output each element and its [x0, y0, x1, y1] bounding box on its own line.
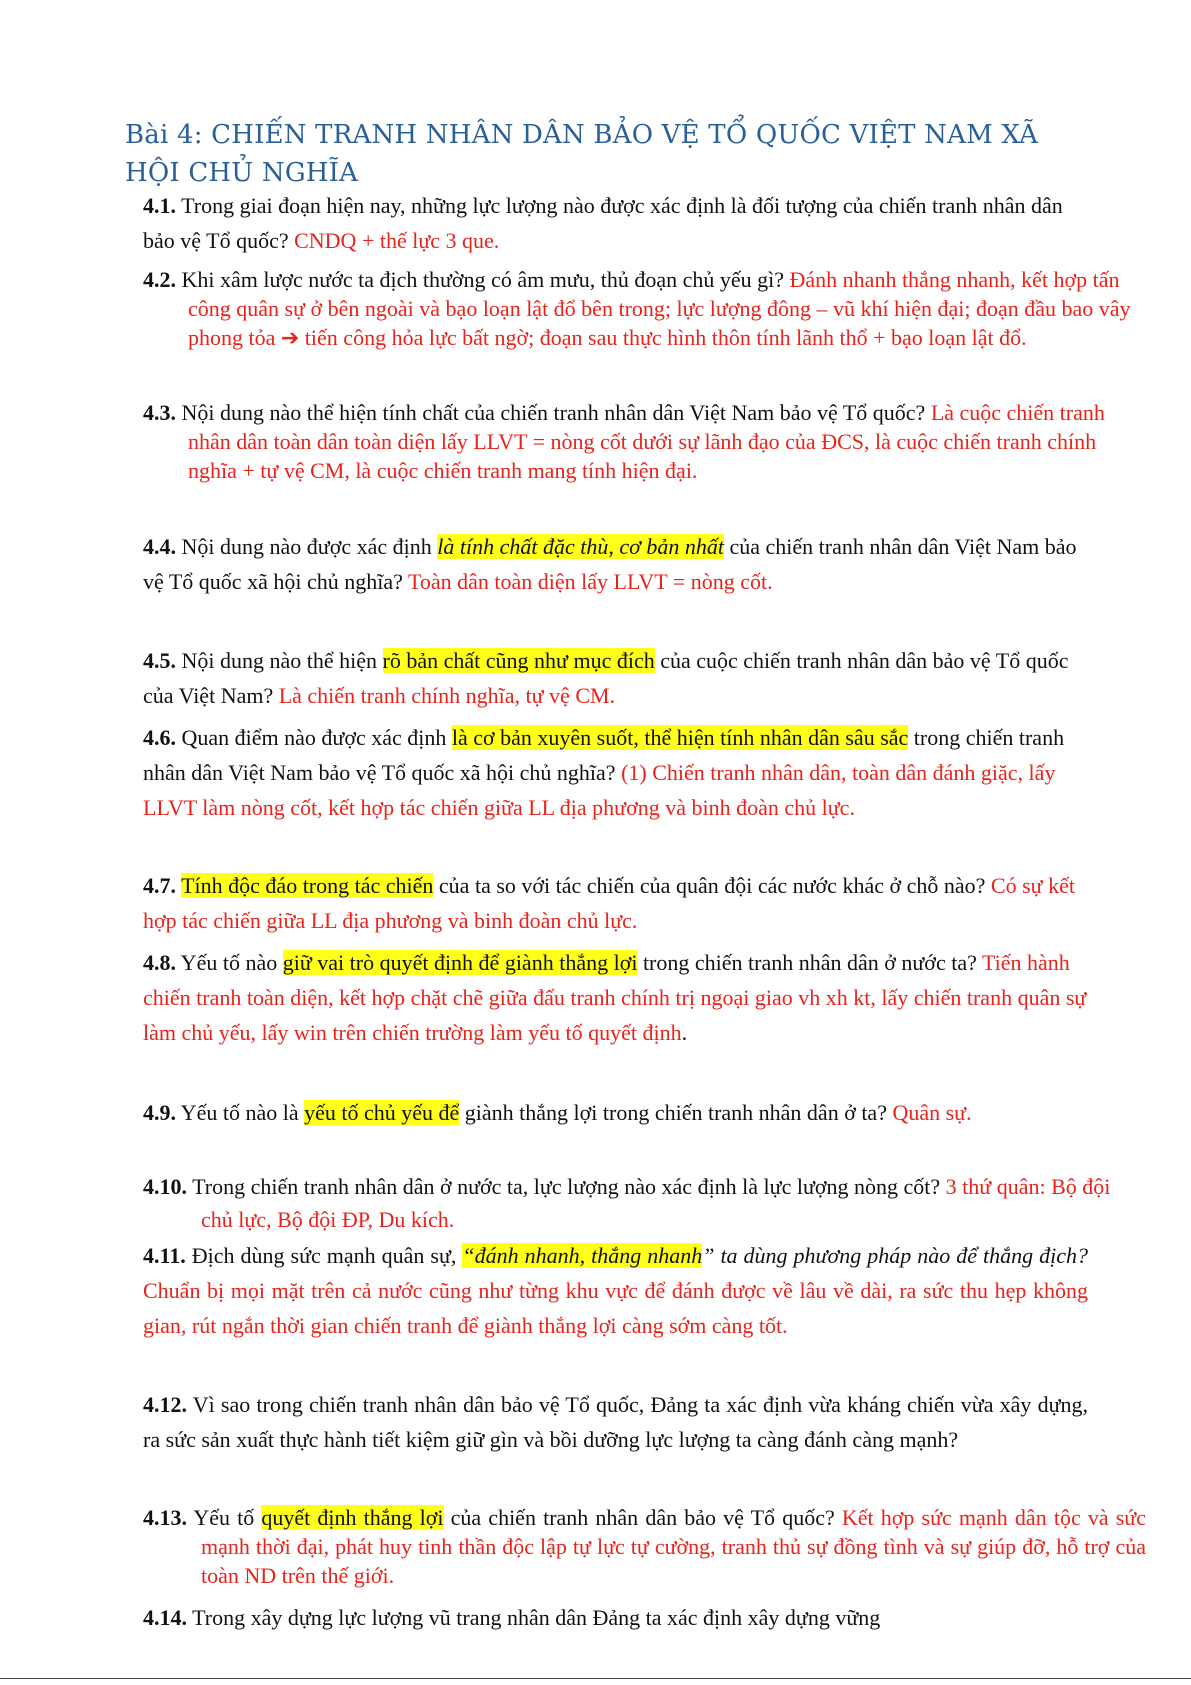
question-text-cont: trong chiến tranh nhân dân Việt Nam bảo vệ Tổ quốc xã hội chủ nghĩa? [143, 725, 1065, 785]
question-text: Yếu tố nào [176, 950, 283, 975]
question-text: Trong giai đoạn hiện nay, những lực lượng nào được xác định là đối tượng của chiến tranh nhân dân bảo vệ Tổ quốc? [143, 193, 1063, 253]
question-text: Địch dùng sức mạnh quân sự, [185, 1243, 463, 1268]
question-4-3 [143, 398, 1133, 485]
question-text: Nội dung nào thể hiện tính chất của chiến tranh nhân dân Việt Nam bảo vệ Tổ quốc? [176, 400, 931, 425]
highlighted-phrase: là cơ bản xuyên suốt, thể hiện tính nhân dân sâu sắc [451, 725, 909, 750]
question-number: 4.10. [143, 1174, 187, 1199]
question-4-12 [143, 1387, 1088, 1457]
question-text-cont: giành thắng lợi trong chiến tranh nhân dân ở ta? [459, 1100, 893, 1125]
question-text: Yếu tố [187, 1505, 262, 1530]
question-4-13 [143, 1503, 1146, 1590]
question-text-cont: trong chiến tranh nhân dân ở nước ta? [637, 950, 982, 975]
highlighted-phrase: giữ vai trò quyết định để giành thắng lợi [282, 950, 638, 975]
question-text: Nội dung nào được xác định [176, 534, 438, 559]
question-4-14 [143, 1600, 1088, 1635]
answer-text: Quân sự. [892, 1100, 972, 1125]
question-number: 4.5. [143, 648, 176, 673]
question-text: Khi xâm lược nước ta địch thường có âm mưu, thủ đoạn chủ yếu gì? [176, 267, 790, 292]
question-4-10 [143, 1170, 1146, 1236]
question-number: 4.2. [143, 267, 176, 292]
answer-text: CNDQ + thế lực 3 que. [294, 228, 500, 253]
question-number: 4.8. [143, 950, 176, 975]
answer-text: Đánh nhanh thắng nhanh, kết hợp tấn công quân sự ở bên ngoài và bạo loạn lật đổ bên trong; lực lượng đông – vũ khí hiện đại; đoạn đầu bao vây phong tỏa ➔ tiến công hỏa lực bất ngờ; đoạn sau thực hình thôn tính lãnh thổ + bạo loạn lật đổ. [188, 267, 1131, 350]
answer-tail: . [681, 1020, 688, 1045]
question-text: Nội dung nào thể hiện [176, 648, 383, 673]
question-4-5 [143, 643, 1088, 713]
highlighted-phrase: Tính độc đáo trong tác chiến [181, 873, 434, 898]
lesson-title: Bài 4: CHIẾN TRANH NHÂN DÂN BẢO VỆ TỔ QUỐC VIỆT NAM XÃ HỘI CHỦ NGHĨA [125, 120, 1039, 188]
answer-text: Kết hợp sức mạnh dân tộc và sức mạnh thời đại, phát huy tinh thần độc lập tự lực tự cường, tranh thủ sự đồng tình và sự giúp đỡ, hỗ trợ của toàn ND trên thế giới. [201, 1505, 1146, 1588]
question-text: Trong chiến tranh nhân dân ở nước ta, lực lượng nào xác định là lực lượng nòng cốt? [187, 1174, 946, 1199]
answer-text: Chuẩn bị mọi mặt trên cả nước cũng như từng khu vực để đánh được về lâu về dài, ra sức thu hẹp không gian, rút ngắn thời gian chiến tranh để giành thắng lợi càng sớm càng tốt. [143, 1278, 1088, 1338]
question-text: Quan điểm nào được xác định [176, 725, 452, 750]
question-number: 4.12. [143, 1392, 187, 1417]
question-number: 4.1. [143, 193, 176, 218]
answer-text: Là chiến tranh chính nghĩa, tự vệ CM. [278, 683, 616, 708]
question-text-cont: của cuộc chiến tranh nhân dân bảo vệ Tổ quốc của Việt Nam? [143, 648, 1069, 708]
answer-text: Tiến hành chiến tranh toàn diện, kết hợp chặt chẽ giữa đấu tranh chính trị ngoại giao vh xh kt, lấy chiến tranh quân sự làm chủ yếu, lấy win trên chiến trường làm yếu tố quyết định [143, 950, 1087, 1045]
question-number: 4.11. [143, 1243, 186, 1268]
answer-text: Toàn dân toàn diện lấy LLVT = nòng cốt. [407, 569, 773, 594]
question-number: 4.4. [143, 534, 176, 559]
question-text: Trong xây dựng lực lượng vũ trang nhân dân Đảng ta xác định xây dựng vững [187, 1605, 881, 1630]
question-number: 4.3. [143, 400, 176, 425]
question-4-2 [143, 265, 1133, 352]
page-bottom-rule [0, 1678, 1191, 1679]
question-text-cont: của chiến tranh nhân dân Việt Nam bảo vệ Tổ quốc xã hội chủ nghĩa? [143, 534, 1077, 594]
question-number: 4.14. [143, 1605, 187, 1630]
question-text-cont: của chiến tranh nhân dân bảo vệ Tổ quốc? [443, 1505, 842, 1530]
question-text-cont: của ta so với tác chiến của quân đội các nước khác ở chỗ nào? [433, 873, 991, 898]
question-4-1 [143, 188, 1088, 258]
question-number: 4.13. [143, 1505, 187, 1530]
question-4-9 [143, 1095, 1133, 1130]
question-number: 4.9. [143, 1100, 176, 1125]
question-4-4 [143, 529, 1088, 599]
question-4-6 [143, 720, 1088, 825]
question-text: Yếu tố nào là [176, 1100, 305, 1125]
answer-text: Là cuộc chiến tranh nhân dân toàn dân toàn diện lấy LLVT = nòng cốt dưới sự lãnh đạo của ĐCS, là cuộc chiến tranh chính nghĩa + tự vệ CM, là cuộc chiến tranh mang tính hiện đại. [188, 400, 1105, 483]
highlighted-phrase: là tính chất đặc thù, cơ bản nhất [437, 534, 724, 559]
highlighted-phrase: “đánh nhanh, thắng nhanh [462, 1243, 703, 1268]
answer-text: 3 thứ quân: Bộ đội chủ lực, Bộ đội ĐP, Du kích. [201, 1174, 1111, 1232]
question-text: Vì sao trong chiến tranh nhân dân bảo vệ Tổ quốc, Đảng ta xác định vừa kháng chiến vừa xây dựng, ra sức sản xuất thực hành tiết kiệm giữ gìn và bồi dưỡng lực lượng ta càng đánh càng mạnh? [143, 1392, 1088, 1452]
question-number: 4.6. [143, 725, 176, 750]
answer-text: Có sự kết hợp tác chiến giữa LL địa phương và binh đoàn chủ lực. [143, 873, 1075, 933]
highlighted-phrase: quyết định thắng lợi [261, 1505, 444, 1530]
question-4-8 [143, 945, 1088, 1050]
answer-text: (1) Chiến tranh nhân dân, toàn dân đánh giặc, lấy LLVT làm nòng cốt, kết hợp tác chiến giữa LL địa phương và binh đoàn chủ lực. [143, 760, 1056, 820]
question-text-cont: ” ta dùng phương pháp nào để thắng địch? [702, 1243, 1088, 1268]
question-4-7 [143, 868, 1088, 938]
highlighted-phrase: yếu tố chủ yếu để [304, 1100, 460, 1125]
highlighted-phrase: rõ bản chất cũng như mục đích [382, 648, 655, 673]
question-number: 4.7. [143, 873, 176, 898]
question-4-11 [143, 1238, 1088, 1343]
